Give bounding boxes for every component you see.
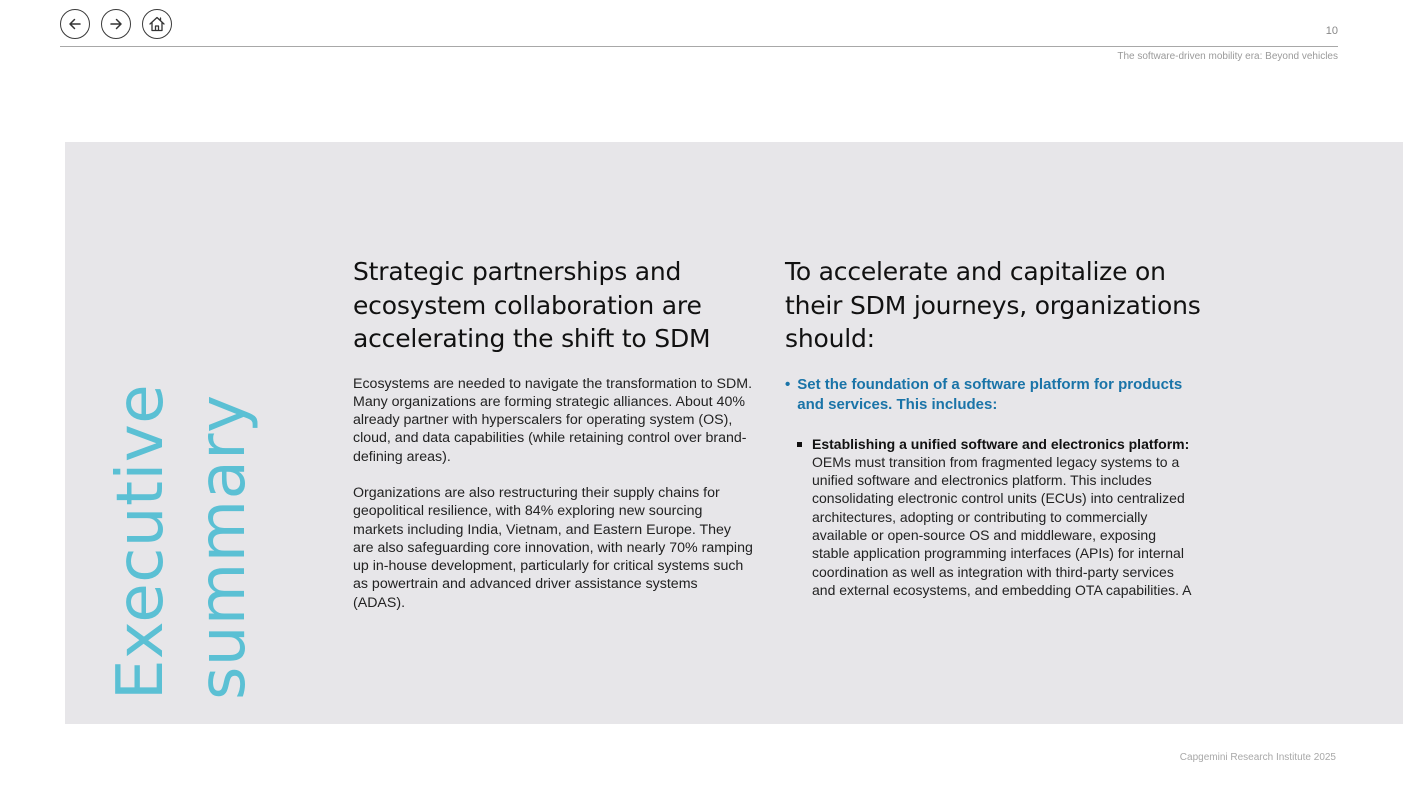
back-button[interactable] (60, 9, 90, 39)
right-heading: To accelerate and capitalize on their SDM journeys, organizations should: (785, 257, 1201, 353)
home-icon (148, 15, 166, 33)
bullet-marker: • (785, 375, 791, 393)
right-column (785, 255, 1205, 599)
left-column (353, 255, 753, 630)
page-number: 10 (1325, 25, 1338, 37)
sub-bullet-content (812, 435, 1192, 600)
forward-button[interactable] (101, 9, 131, 39)
left-paragraph-2: Organizations are also restructuring their supply chains for geopolitical resilience, with 84% exploring new sourcing markets including India, Vietnam, and Eastern Europe. They are also safeguarding core innovation, with nearly 70% ramping up in-house development, particularly for critical systems such as powertrain and advanced driver assistance systems (ADAS). (353, 484, 753, 611)
left-paragraph-1: Ecosystems are needed to navigate the transformation to SDM. Many organizations are forming strategic alliances. About 40% already partner with hyperscalers for operating system (OS), cloud, and data capabilities (while retaining control over brand-defining areas). (353, 375, 753, 465)
recommendation-text: Set the foundation of a software platform for products and services. This includes: (797, 375, 1183, 413)
header-divider (60, 46, 1338, 47)
side-title-line1: Executive (104, 383, 178, 700)
arrow-left-icon (67, 16, 83, 32)
side-title (100, 280, 264, 700)
square-bullet-icon (797, 442, 802, 447)
sub-bullet-text: OEMs must transition from fragmented legacy systems to a unified software and electronics platform. This includes consolidating electronic control units (ECUs) into centralized architectures, adopting or contributing to commercially available or open-source OS and middleware, exposing stable application programming interfaces (APIs) for internal coordination as well as integration with third-party services and external ecosystems, and embedding OTA capabilities. A (812, 453, 1192, 598)
footer-credit: Capgemini Research Institute 2025 (1179, 752, 1336, 763)
top-navigation (60, 9, 172, 39)
recommendation-bullet (785, 375, 1205, 415)
left-heading: Strategic partnerships and ecosystem collaboration are accelerating the shift to SDM (353, 257, 711, 353)
report-title: The software-driven mobility era: Beyond vehicles (1117, 51, 1338, 62)
sub-bullet-title: Establishing a unified software and electronics platform: (812, 435, 1190, 452)
arrow-right-icon (108, 16, 124, 32)
side-title-line2: summary (186, 394, 260, 700)
sub-bullet (797, 435, 1192, 600)
home-button[interactable] (142, 9, 172, 39)
